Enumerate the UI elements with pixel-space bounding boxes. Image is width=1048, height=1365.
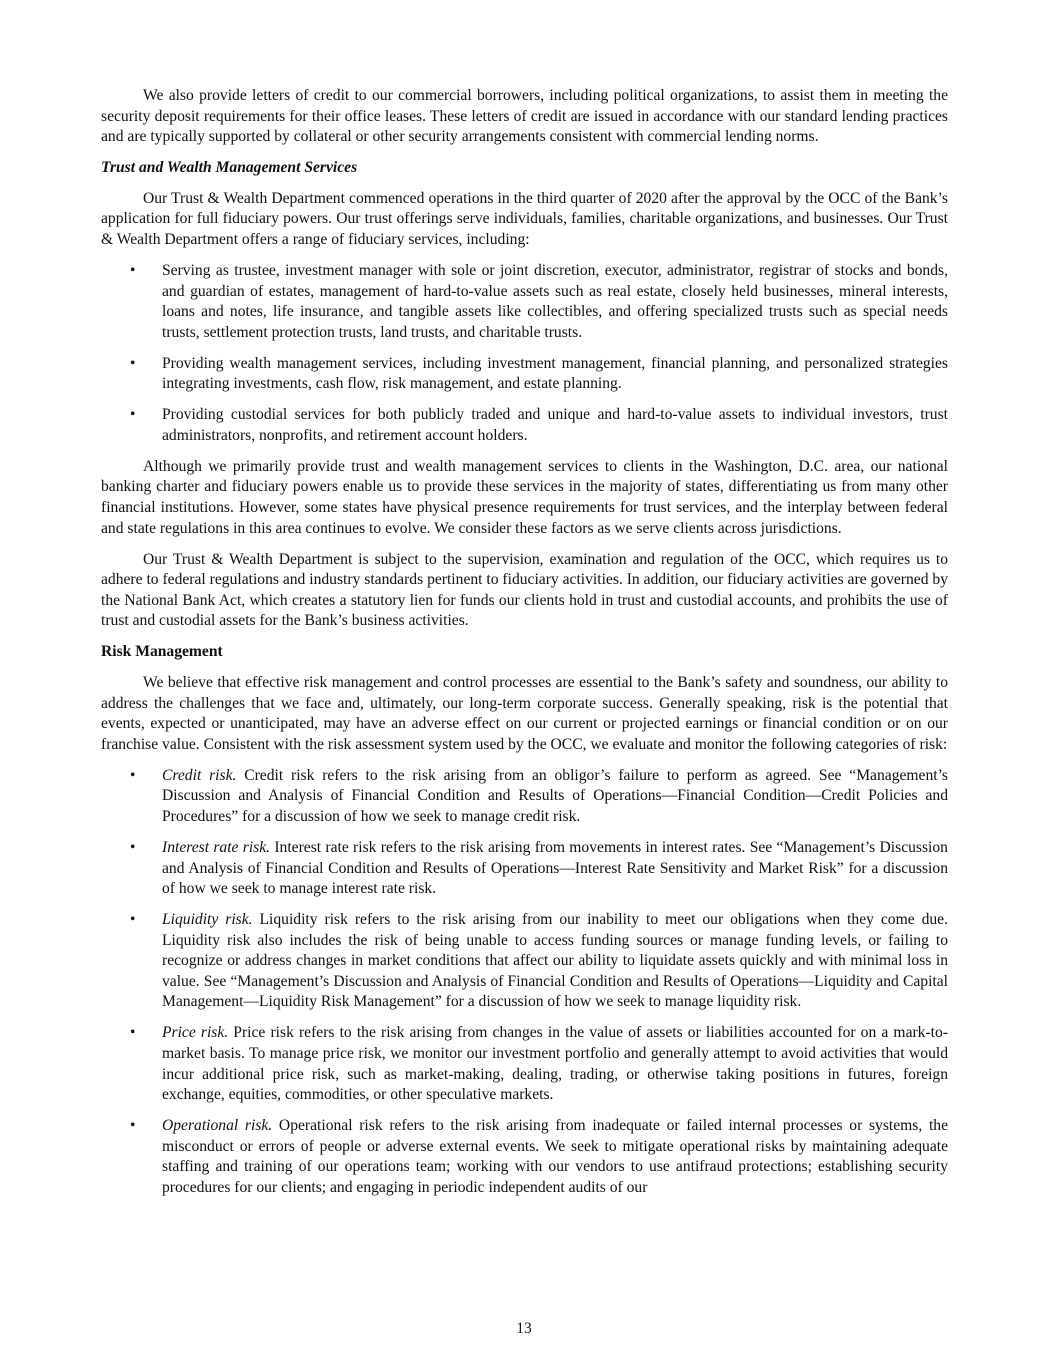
risk-description: Interest rate risk refers to the risk arising from movements in interest rates. See “Management’s Discussion and Analysis of Financial Condition and Results of Operations—Interest Rate Sensitivity and Market Risk” for a discussion of how we seek to manage interest rate risk. — [162, 838, 948, 898]
risk-term: Price risk. — [162, 1024, 229, 1042]
list-item — [101, 405, 948, 446]
list-item-text: Serving as trustee, investment manager with sole or joint discretion, executor, administrator, registrar of stocks and bonds, and guardian of estates, management of hard-to-value assets such as real estate, closely held businesses, mineral interests, loans and notes, life insurance, and tangible assets like collectibles, and offering specialized trusts such as special needs trusts, settlement protection trusts, land trusts, and charitable trusts. — [162, 261, 948, 341]
list-item — [101, 1116, 948, 1198]
bullet-icon: • — [130, 1117, 136, 1135]
risk-categories-list — [101, 766, 948, 1199]
risk-term: Operational risk. — [162, 1117, 273, 1135]
bullet-icon: • — [130, 1024, 136, 1042]
risk-intro-paragraph: We believe that effective risk management and control processes are essential to the Bank’s safety and soundness, our ability to address the challenges that we face and, ultimately, our long-term corporate success. Generally speaking, risk is the potential that events, expected or unanticipated, may have an adverse effect on our current or projected earnings or financial condition or on our franchise value. Consistent with the risk assessment system used by the OCC, we evaluate and monitor the following categories of risk: — [101, 673, 948, 753]
document-page — [101, 86, 948, 1209]
bullet-icon: • — [130, 406, 136, 424]
list-item — [101, 838, 948, 900]
list-item-text: Providing custodial services for both publicly traded and unique and hard-to-value assets to individual investors, trust administrators, nonprofits, and retirement account holders. — [162, 406, 948, 444]
risk-term: Liquidity risk. — [162, 911, 253, 929]
risk-description: Liquidity risk refers to the risk arising from our inability to meet our obligations when they come due. Liquidity risk also includes the risk of being unable to access funding sources or manage funding levels, or failing to recognize or address changes in market conditions that affect our ability to liquidate assets quickly and with minimal loss in value. See “Management’s Discussion and Analysis of Financial Condition and Results of Operations—Liquidity and Capital Management—Liquidity Risk Management” for a discussion of how we seek to manage liquidity risk. — [162, 911, 948, 1011]
list-item — [101, 910, 948, 1013]
risk-term: Credit risk. — [162, 766, 237, 784]
risk-section-heading: Risk Management — [101, 643, 223, 661]
trust-intro-paragraph: Our Trust & Wealth Department commenced operations in the third quarter of 2020 after the approval by the OCC of the Bank’s application for full fiduciary powers. Our trust offerings serve individuals, families, charitable organizations, and businesses. Our Trust & Wealth Department offers a range of fiduciary services, including: — [101, 189, 948, 248]
bullet-icon: • — [130, 766, 136, 784]
risk-term: Interest rate risk. — [162, 838, 271, 856]
trust-section-heading: Trust and Wealth Management Services — [101, 159, 358, 177]
letters-of-credit-paragraph: We also provide letters of credit to our commercial borrowers, including political organizations, to assist them in meeting the security deposit requirements for their office leases. These letters of credit are issued in accordance with our standard lending practices and are typically supported by collateral or other security arrangements consistent with commercial lending norms. — [101, 87, 948, 146]
risk-description: Credit risk refers to the risk arising from an obligor’s failure to perform as agreed. See “Management’s Discussion and Analysis of Financial Condition and Results of Operations—Financial Condition—Credit Policies and Procedures” for a discussion of how we seek to manage credit risk. — [162, 766, 948, 825]
bullet-icon: • — [130, 261, 136, 279]
bullet-icon: • — [130, 354, 136, 372]
trust-services-list — [101, 261, 948, 447]
risk-description: Operational risk refers to the risk arising from inadequate or failed internal processes or systems, the misconduct or errors of people or adverse external events. We seek to mitigate operational risks by maintaining adequate staffing and training of our operations team; working with our vendors to use antifraud protections; establishing security procedures for our clients; and engaging in periodic independent audits of our — [162, 1117, 949, 1196]
list-item — [101, 766, 948, 828]
trust-geography-paragraph: Although we primarily provide trust and wealth management services to clients in the Washington, D.C. area, our national banking charter and fiduciary powers enable us to provide these services in the majority of states, differentiating us from many other financial institutions. However, some states have physical presence requirements for trust services, and the interplay between federal and state regulations in this area continues to evolve. We consider these factors as we serve clients across jurisdictions. — [101, 457, 948, 537]
trust-regulation-paragraph: Our Trust & Wealth Department is subject to the supervision, examination and regulation of the OCC, which requires us to adhere to federal regulations and industry standards pertinent to fiduciary activities. In addition, our fiduciary activities are governed by the National Bank Act, which creates a statutory lien for funds our clients hold in trust and custodial accounts, and prohibits the use of trust and custodial assets for the Bank’s business activities. — [101, 550, 948, 630]
list-item — [101, 354, 948, 395]
bullet-icon: • — [130, 838, 136, 856]
page-number: 13 — [516, 1320, 532, 1337]
risk-description: Price risk refers to the risk arising from changes in the value of assets or liabilities accounted for on a mark-to-market basis. To manage price risk, we monitor our investment portfolio and generally attempt to avoid activities that would incur additional price risk, such as market-making, dealing, trading, or otherwise taking positions in futures, foreign exchange, equities, commodities, or other speculative markets. — [162, 1024, 948, 1104]
list-item — [101, 1023, 948, 1105]
list-item-text: Providing wealth management services, including investment management, financial planning, and personalized strategies integrating investments, cash flow, risk management, and estate planning. — [162, 354, 948, 393]
list-item — [101, 261, 948, 343]
bullet-icon: • — [130, 911, 136, 929]
